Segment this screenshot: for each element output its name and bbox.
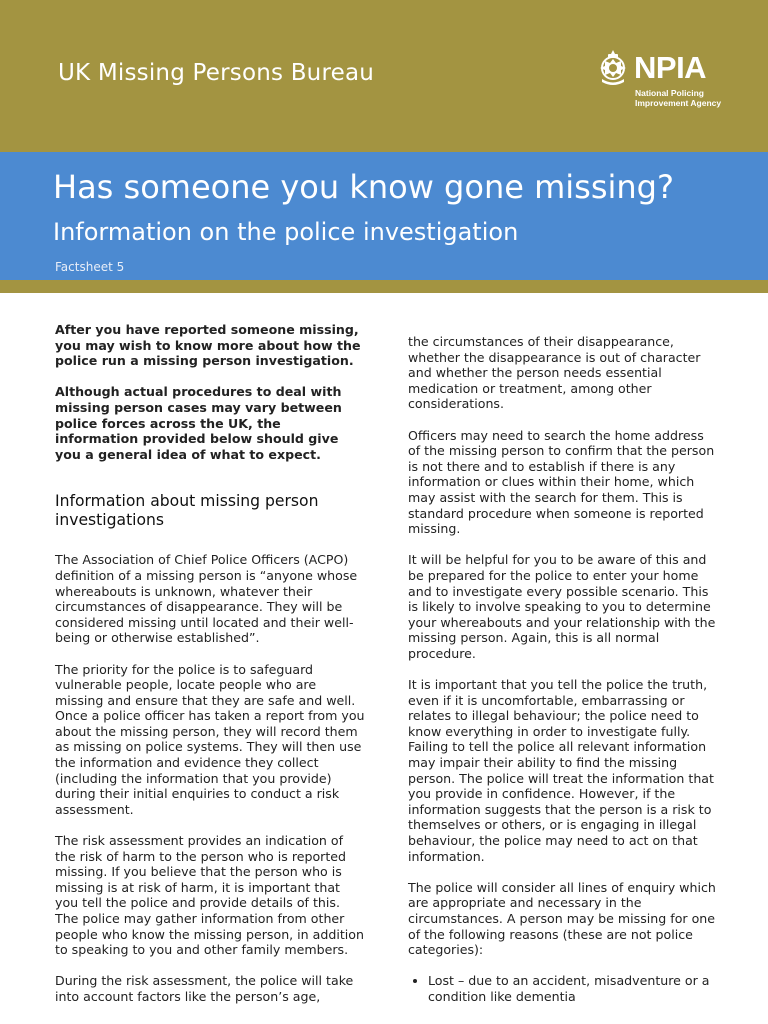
body-paragraph: During the risk assessment, the police will take into account factors like the person’s age, [55, 973, 354, 1004]
logo-subtitle-line1: National Policing [635, 88, 704, 98]
bureau-title: UK Missing Persons Bureau [58, 60, 375, 86]
divider-band [0, 280, 768, 293]
reasons-list [408, 973, 718, 1004]
body-paragraph: It will be helpful for you to be aware of this and be prepared for the police to enter your home and to investigate every possible scenario. This is likely to involve speaking to you to determine your whereabouts and your relationship with the missing person. Again, this is all normal procedure. [408, 552, 716, 661]
body-paragraph: The Association of Chief Police Officers (ACPO) definition of a missing person is “anyone whose whereabouts is unknown, whatever their circumstances of disappearance. They will be considered missing until located and their well-being or otherwise established”. [55, 552, 358, 646]
right-column [408, 334, 718, 1005]
body-paragraph: The police will consider all lines of enquiry which are appropriate and necessary in the circumstances. A person may be missing for one of the following reasons (these are not police categories): [408, 879, 716, 958]
intro-paragraph: Although actual procedures to deal with missing person cases may vary between police forces across the UK, the information provided below should give you a general idea of what to expect. [55, 384, 342, 462]
body-paragraph: the circumstances of their disappearance, whether the disappearance is out of character and whether the person needs essential medication or treatment, among other considerations. [408, 334, 701, 412]
header-band [0, 0, 768, 152]
npia-logo [594, 46, 724, 112]
logo-subtitle-line2: Improvement Agency [635, 98, 722, 108]
page-subtitle: Information on the police investigation [53, 218, 519, 246]
body-paragraph: Officers may need to search the home address of the missing person to confirm that the person is not there and to establish if there is any information or clues within their home, which may assist with the search for them. This is standard procedure when someone is reported missing. [408, 427, 715, 537]
intro-paragraph: After you have reported someone missing, you may wish to know more about how the police run a missing person investigation. [55, 322, 361, 369]
body-paragraph: The risk assessment provides an indication of the risk of harm to the person who is reported missing. If you believe that the person who is missing is at risk of harm, it is important that you tell the police and provide details of this. The police may gather information from other people who know the missing person, in addition to speaking to you and other family members. [55, 833, 364, 958]
body-paragraph: The priority for the police is to safeguard vulnerable people, locate people who are missing and ensure that they are safe and well. Once a police officer has taken a report from you about the missing person, they will record them as missing on police systems. They will then use the information and evidence they collect (including the information that you provide) during their initial enquiries to conduct a risk assessment. [55, 661, 365, 817]
logo-name: NPIA [634, 50, 707, 85]
body-paragraph: It is important that you tell the police the truth, even if it is uncomfortable, embarrassing or relates to illegal behaviour; the police need to know everything in order to investigate fully. Failing to tell the police all relevant information may impair their ability to find the missing person. The police will treat the information that you provide in confidence. However, if the information suggests that the person is a risk to themselves or others, or is engaging in illegal behaviour, the police may need to act on that information. [408, 677, 714, 864]
page-title: Has someone you know gone missing? [53, 168, 674, 206]
logo-subtitle [635, 88, 725, 108]
police-crest-icon [594, 48, 632, 88]
left-column [55, 322, 365, 1020]
list-item: • Lost – due to an accident, misadventure or a condition like dementia [428, 973, 718, 1004]
factsheet-label: Factsheet 5 [55, 260, 125, 274]
section-heading: Information about missing person investigations [55, 492, 319, 530]
